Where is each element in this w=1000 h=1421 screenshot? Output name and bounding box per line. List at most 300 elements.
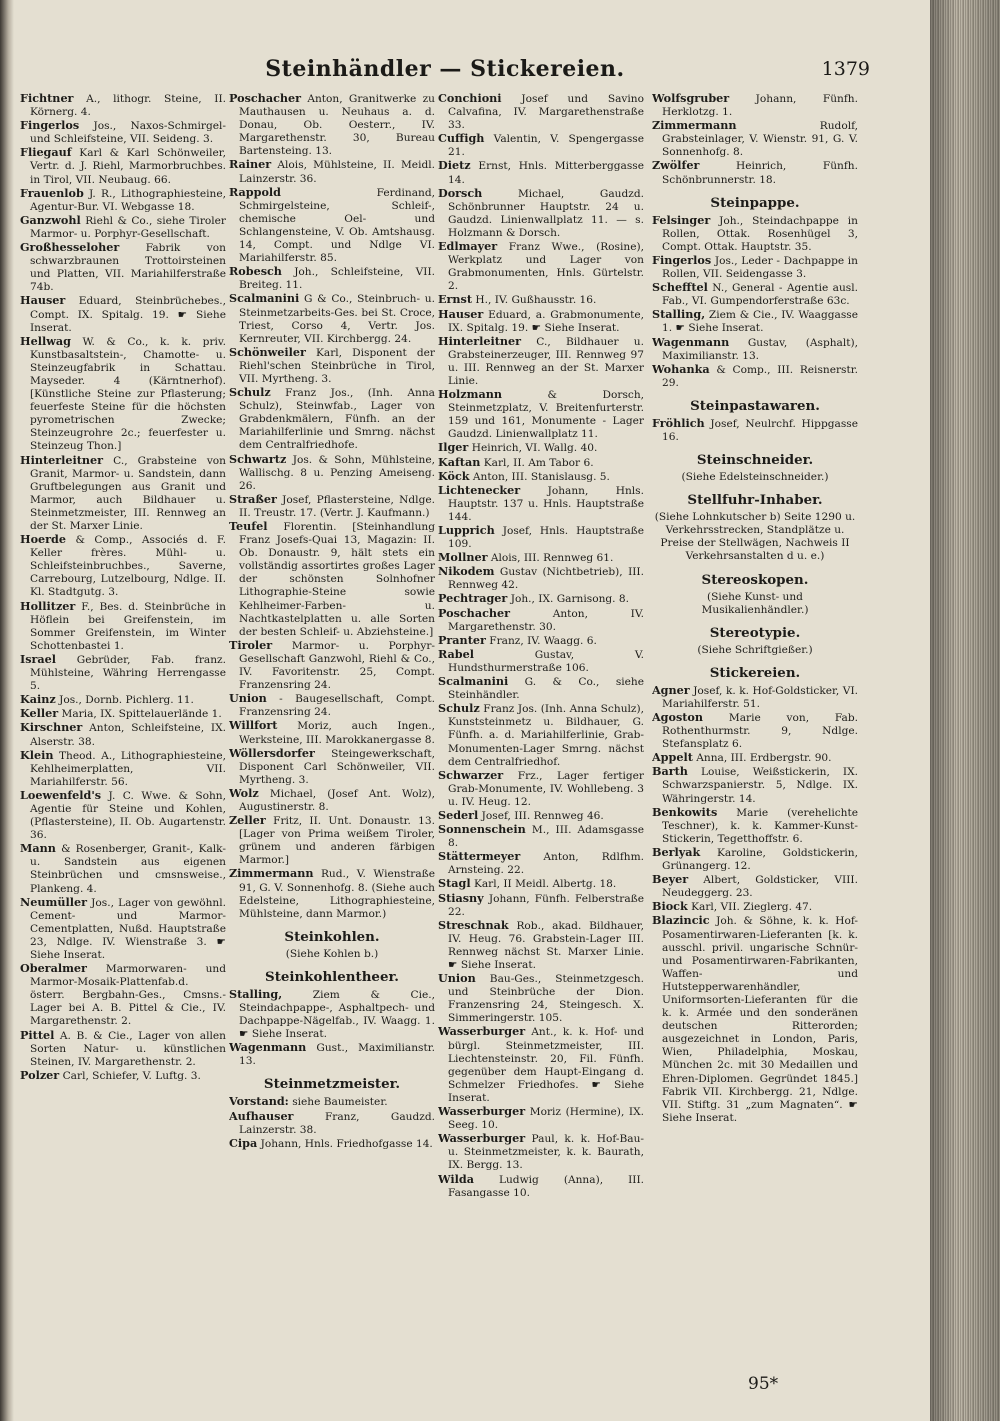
entry-details: Karl, Disponent der Riehl'schen Steinbrüche in Tirol, VII. Myrtheng. 3. xyxy=(239,346,435,385)
directory-entry xyxy=(229,719,435,746)
entry-name: Zimmermann xyxy=(229,866,314,881)
entry-name: Fliegauf xyxy=(20,145,72,160)
entry-name: Benkowits xyxy=(652,804,718,819)
directory-entry xyxy=(652,336,858,363)
directory-entry xyxy=(438,240,644,293)
entry-details: Karoline, Goldstickerin, Grünangerg. 12. xyxy=(662,846,858,873)
entry-details: & Rosenberger, Granit-, Kalk- u. Sandstein aus eigenen Steinbrüchen und cmsnsweise., Plankeng. 4. xyxy=(30,843,226,895)
entry-name: Wohanka xyxy=(652,361,710,376)
section-note: (Siehe Kunst- und Musikalienhändler.) xyxy=(701,590,809,616)
entry-details: Gust., Maximilianstr. 13. xyxy=(239,1042,435,1068)
directory-entry xyxy=(438,159,644,186)
entry-details: C., Grabsteine von Granit, Marmor- u. Sandstein, dann Gruftbelegungen aus Granit und Marmor, auch Bildhauer u. Steinmetzmeister, III. Rennweg an der St. Marxer Linie. xyxy=(30,454,226,532)
entry-details: Joh., Schleifsteine, VII. Breiteg. 11. xyxy=(239,266,435,292)
section-heading: Steinpappe. xyxy=(710,194,800,211)
entry-details: W. & Co., k. k. priv. Kunstbasaltstein-, Chamotte- u. Steinzeugfabrik in Schattau. Mayseder. 4 (Kärntnerhof). [Künstliche Steine zur Pflasterung; feuerfeste Steine für die höchsten pyrometrischen Zwecke; Steinzeugrohre 2c.; feuerfester u. Steinzeug Thon.] xyxy=(30,335,226,453)
entry-name: Oberalmer xyxy=(20,961,87,976)
directory-entry xyxy=(20,294,226,334)
directory-entry xyxy=(229,867,435,920)
entry-details: Anna, III. Erdbergstr. 90. xyxy=(696,752,832,765)
directory-entry xyxy=(229,158,435,185)
directory-entry xyxy=(438,648,644,675)
directory-entry xyxy=(652,873,858,900)
entry-name: Schefftel xyxy=(652,280,708,295)
entry-details: Riehl & Co., siehe Tiroler Marmor- u. Porphyr-Gesellschaft. xyxy=(30,214,226,240)
section-heading: Steinkohlen. xyxy=(284,928,380,945)
directory-entry xyxy=(438,187,644,240)
entry-details: Ziem & Cie., Steindachpappe-, Asphaltpech- und Dachpappe-Nägelfab., IV. Waagg. 1. ☛ Siehe Inserat. xyxy=(239,988,435,1041)
directory-entry xyxy=(652,900,858,914)
entry-details: Josef, Hnls. Hauptstraße 109. xyxy=(448,525,644,551)
entry-details: Ferdinand, Schmirgelsteine, Schleif-, chemische Oel- und Schlangensteine, V. Ob. Amtshausg. 14, Compt. und Ndlge VI. Mariahilferstr. 85. xyxy=(239,186,435,265)
directory-entry xyxy=(438,441,644,455)
entry-details: Jos., Dornb. Pichlerg. 11. xyxy=(59,694,194,707)
entry-details: G. & Co., siehe Steinhändler. xyxy=(448,676,644,702)
entry-details: Maria, IX. Spittelauerlände 1. xyxy=(61,708,222,721)
entry-name: Hauser xyxy=(20,293,66,308)
directory-entry xyxy=(652,363,858,390)
directory-entry xyxy=(438,634,644,648)
entry-details: Moriz, auch Ingen., Werksteine, III. Marokkanergasse 8. xyxy=(239,720,435,746)
entry-name: Agoston xyxy=(652,710,704,724)
book-gutter xyxy=(0,0,14,1421)
entry-name: Wagenmann xyxy=(229,1040,307,1055)
entry-details: siehe Baumeister. xyxy=(292,1096,388,1109)
directory-entry xyxy=(20,653,226,693)
directory-entry xyxy=(438,551,644,565)
directory-entry xyxy=(229,692,435,719)
directory-entry xyxy=(652,92,858,119)
directory-entry xyxy=(20,600,226,653)
directory-entry xyxy=(438,484,644,524)
entry-name: Wasserburger xyxy=(438,1024,526,1039)
entry-details: Eduard, Steinbrüchebes., Compt. IX. Spitalg. 19. ☛ Siehe Inserat. xyxy=(30,295,226,334)
column-3 xyxy=(438,92,644,1322)
entry-name: Zimmermann xyxy=(652,118,737,133)
entry-name: Poschacher xyxy=(229,92,302,105)
entry-name: Klein xyxy=(20,747,54,762)
section-heading: Steinkohlentheer. xyxy=(265,968,399,985)
directory-entry xyxy=(652,765,858,805)
directory-entry xyxy=(438,892,644,919)
entry-details: Alois, Mühlsteine, II. Meidl. Lainzerstr. 36. xyxy=(239,159,435,185)
signature-mark: 95* xyxy=(748,1374,779,1394)
entry-name: Stalling, xyxy=(652,307,706,322)
directory-entry xyxy=(438,1025,644,1105)
entry-details: Karl, II Meidl. Albertg. 18. xyxy=(473,878,617,891)
section-heading: Steinmetzmeister. xyxy=(263,1076,401,1093)
section-heading: Steinpastawaren. xyxy=(690,397,820,414)
entry-name: Keller xyxy=(20,706,59,721)
directory-entry xyxy=(20,896,226,962)
directory-entry xyxy=(20,533,226,599)
entry-name: Schulz xyxy=(229,385,271,400)
entry-name: Mann xyxy=(20,841,56,856)
entry-details: Joh., Steindachpappe in Rollen, Ottak. Rosenhügel 3, Compt. Ottak. Hauptstr. 35. xyxy=(662,214,858,253)
entry-details: Frz., Lager fertiger Grab-Monumente, IV. Wohllebeng. 3 u. IV. Heug. 12. xyxy=(448,769,644,808)
entry-details: Gebrüder, Fab. franz. Mühlsteine, Währing Herrengasse 5. xyxy=(30,653,226,693)
entry-details: Franz Jos. (Inh. Anna Schulz), Kunststeinmetz u. Bildhauer, G. Fünfh. a. d. Mariahilferlinie, Grab-Monumenten-Lager Smrng. nächst dem Centralfriedhof. xyxy=(448,703,644,768)
directory-entry xyxy=(20,707,226,721)
entry-name: Straßer xyxy=(229,491,277,506)
entry-name: Wilda xyxy=(438,1171,474,1186)
entry-details: Fabrik von schwarzbraunen Trottoirsteinen und Platten, VII. Mariahilferstraße 74b. xyxy=(30,242,226,294)
directory-entry xyxy=(652,806,858,846)
entry-details: J. R., Lithographiesteine, Agentur-Bur. VI. Webgasse 18. xyxy=(30,187,226,213)
entry-details: Jos., Leder - Dachpappe in Rollen, VII. Seidengasse 3. xyxy=(662,254,858,281)
entry-name: Poschacher xyxy=(438,605,511,620)
entry-name: Rabel xyxy=(438,646,474,661)
entry-name: Kainz xyxy=(20,692,56,707)
directory-entry xyxy=(229,520,435,639)
entry-details: Eduard, a. Grabmonumente, IX. Spitalg. 19. ☛ Siehe Inserat. xyxy=(448,308,644,334)
directory-entry xyxy=(652,846,858,873)
directory-entry xyxy=(652,254,858,281)
directory-entry xyxy=(438,388,644,441)
directory-entry xyxy=(229,453,435,493)
entry-name: Fröhlich xyxy=(652,415,705,430)
entry-name: Mollner xyxy=(438,550,488,565)
section-heading: Stereoskopen. xyxy=(701,571,809,588)
entry-name: Biock xyxy=(652,899,688,914)
entry-details: Karl, VII. Zieglerg. 47. xyxy=(691,901,813,914)
entry-details: Michael, Gaudzd. Schönbrunner Hauptstr. 24 u. Gaudzd. Linienwallplatz 11. — s. Holzmann & Dorsch. xyxy=(448,187,644,239)
entry-name: Israel xyxy=(20,651,57,666)
entry-details: Franz Wwe., (Rosine), Werkplatz und Lager von Grabmonumenten, Hnls. Gürtelstr. 2. xyxy=(448,241,644,293)
entry-name: Vorstand: xyxy=(229,1094,289,1109)
directory-entry xyxy=(20,454,226,534)
entry-name: Schönweiler xyxy=(229,344,306,359)
entry-details: Jos. & Sohn, Mühlsteine, Wallischg. 8 u. Penzing Ameiseng. 26. xyxy=(239,453,435,492)
entry-details: Alois, III. Rennweg 61. xyxy=(490,552,614,565)
entry-name: Nikodem xyxy=(438,564,495,579)
entry-details: Steingewerkschaft, Disponent Carl Schönweiler, VII. Myrtheng. 3. xyxy=(239,747,435,786)
entry-name: Polzer xyxy=(20,1067,60,1082)
entry-details: Karl, II. Am Tabor 6. xyxy=(483,456,594,469)
entry-name: Cipa xyxy=(229,1135,258,1150)
entry-details: Anton, Rdlfhm. Arnsteing. 22. xyxy=(448,851,644,877)
entry-details: Marie von, Fab. Rothenthurmstr. 9, Ndlge. Stefansplatz 6. xyxy=(662,712,858,751)
entry-name: Ilger xyxy=(438,440,469,455)
entry-details: Theod. A., Lithographiesteine, Kehlheimerplatten, VII. Mariahilferstr. 56. xyxy=(30,749,226,788)
entry-details: Gustav, V. Hundsthurmerstraße 106. xyxy=(448,648,644,674)
section-note: (Siehe Kohlen b.) xyxy=(285,947,379,960)
directory-entry xyxy=(438,592,644,606)
section-heading: Stellfuhr-Inhaber. xyxy=(687,492,823,509)
entry-name: Großhesseloher xyxy=(20,240,120,255)
entry-name: Blazincic xyxy=(652,913,710,928)
entry-name: Fingerlos xyxy=(20,118,80,133)
entry-name: Holzmann xyxy=(438,387,502,402)
directory-entry xyxy=(20,187,226,214)
directory-entry xyxy=(438,308,644,335)
entry-name: Berlyak xyxy=(652,844,701,859)
column-2 xyxy=(229,92,435,1322)
directory-entry xyxy=(20,146,226,186)
entry-name: Willfort xyxy=(229,718,278,733)
column-1 xyxy=(20,92,226,1322)
entry-details: Johann, Fünfh. Herklotzg. 1. xyxy=(662,93,858,119)
entry-name: Hinterleitner xyxy=(20,452,104,467)
entry-details: Karl & Karl Schönweiler, Vertr. d. J. Riehl, Marmorbruchbes. in Tirol, VII. Neubaug. 66. xyxy=(30,147,226,186)
entry-name: Rappold xyxy=(229,184,281,199)
directory-entry xyxy=(20,789,226,842)
entry-details: Jos., Lager von gewöhnl. Cement- und Marmor-Cementplatten, Nußd. Hauptstraße 23, Ndlge. IV. Wienstraße 3. ☛ Siehe Inserat. xyxy=(30,896,226,961)
entry-name: Scalmanini xyxy=(438,674,509,689)
directory-entry xyxy=(229,1110,435,1137)
entry-name: Lichtenecker xyxy=(438,482,521,497)
directory-entry xyxy=(229,814,435,867)
directory-entry xyxy=(229,346,435,386)
entry-name: Neumüller xyxy=(20,894,87,909)
entry-name: Stättermeyer xyxy=(438,849,521,864)
directory-entry xyxy=(20,335,226,454)
directory-entry xyxy=(652,281,858,308)
directory-entry xyxy=(438,877,644,891)
entry-details: Moriz (Hermine), IX. Seeg. 10. xyxy=(448,1106,644,1132)
directory-entry xyxy=(438,1173,644,1200)
directory-entry xyxy=(438,335,644,388)
directory-entry xyxy=(438,607,644,634)
entry-name: Agner xyxy=(652,682,690,697)
directory-entry xyxy=(20,842,226,895)
entry-details: N., General - Agentie ausl. Fab., VI. Gumpendorferstraße 63c. xyxy=(662,282,858,308)
entry-details: Josef, Neulrchf. Hippgasse 16. xyxy=(662,417,858,443)
directory-entry xyxy=(438,823,644,850)
entry-details: Johann, Fünfh. Felberstraße 22. xyxy=(448,892,644,918)
entry-details: Louise, Weißstickerin, IX. Schwarzspanierstr. 5, Ndlge. IX. Währingerstr. 14. xyxy=(662,766,858,805)
entry-name: Fingerlos xyxy=(652,252,712,267)
entry-details: Florentin. [Steinhandlung Franz Josefs-Quai 13, Magazin: II. Ob. Donaustr. 9, hält stets ein vollständig assortirtes großes Lager der schönsten Solnhofner Lithographie-Steine sowie Kehlheimer-Farben- u. Nachtkastelplatten u. alle Sorten der besten Schleif- u. Abziehsteine.] xyxy=(239,521,435,638)
directory-entry xyxy=(438,524,644,551)
entry-details: Josef und Savino Calvafina, IV. Margarethenstraße 33. xyxy=(448,93,644,132)
entry-details: Carl, Schiefer, V. Luftg. 3. xyxy=(62,1069,201,1082)
entry-name: Stiasny xyxy=(438,890,484,905)
directory-entry xyxy=(229,1137,435,1151)
entry-details: Josef, III. Rennweg 46. xyxy=(481,809,604,822)
entry-name: Schwartz xyxy=(229,451,287,466)
entry-name: Appelt xyxy=(652,750,693,765)
directory-entry xyxy=(229,988,435,1041)
entry-name: Zwölfer xyxy=(652,158,700,173)
entry-details: & Comp., Associés d. F. Keller frères. Mühl- u. Schleifsteinbruchbes., Saverne, Carrebourg, Lutzelbourg, Ndlge. II. Kl. Stadtgutg. 3. xyxy=(30,534,226,599)
entry-details: Joh. & Söhne, k. k. Hof-Posamentirwaren-Lieferanten [k. k. ausschl. privil. ungarische Schnür- und Posamentirwaren-Fabrikanten, Waffen- und Hutstepperwarenhändler, Uniformsorten-Lieferanten für die k. k. Armée und den sonderänen deutschen Ritterorden; ausgezeichnet in London, Paris, Wien, Philadelphia, Moskau, München 2c. mit 30 Medaillen und Ehren-Diplomen. Gegründet 1845.] Fabrik VII. Kirchbergg. 21, Ndlge. VII. Stiftg. 31 „zum Magnaten“. ☛ Siehe Inserat. xyxy=(662,915,858,1124)
column-4 xyxy=(652,92,858,1322)
entry-details: Rud., V. Wienstraße 91, G. V. Sonnenhofg. 8. (Siehe auch Edelsteine, Lithographiesteine, Mühlsteine, dann Marmor.) xyxy=(239,868,435,920)
entry-details: Franz, Gaudzd. Lainzerstr. 38. xyxy=(239,1110,435,1136)
directory-entry xyxy=(652,119,858,159)
directory-entry xyxy=(229,747,435,787)
directory-entry xyxy=(652,751,858,765)
page-header xyxy=(20,52,870,92)
directory-entry xyxy=(438,850,644,877)
entry-name: Aufhauser xyxy=(229,1108,294,1123)
entry-details: Josef, Pflastersteine, Ndlge. II. Treustr. 17. (Vertr. J. Kaufmann.) xyxy=(239,493,435,519)
entry-details: M., III. Adamsgasse 8. xyxy=(448,824,644,850)
directory-entry xyxy=(652,711,858,751)
entry-name: Pranter xyxy=(438,632,486,647)
entry-details: J. C. Wwe. & Sohn, Agentie für Steine und Kohlen, (Pflastersteine), II. Ob. Augartenstr. 36. xyxy=(30,789,226,842)
directory-entry xyxy=(20,721,226,748)
entry-details: Bau-Ges., Steinmetzgesch. und Steinbrüche der Dion. Franzensring 24, Steingesch. X. Simmeringerstr. 105. xyxy=(448,973,644,1025)
entry-name: Rainer xyxy=(229,157,272,172)
directory-entry xyxy=(438,1132,644,1172)
entry-details: Ludwig (Anna), III. Fasangasse 10. xyxy=(448,1173,644,1199)
entry-details: Gustav (Nichtbetrieb), III. Rennweg 42. xyxy=(448,566,644,592)
entry-name: Wasserburger xyxy=(438,1104,526,1119)
entry-details: G & Co., Steinbruch- u. Steinmetzarbeits-Ges. bei St. Croce, Triest, Corso 4, Vertr. Jos. Kernreuter, VII. Kirchbergg. 24. xyxy=(239,293,435,345)
entry-name: Barth xyxy=(652,764,688,779)
entry-details: Heinrich, VI. Wallg. 40. xyxy=(471,442,598,455)
entry-name: Schulz xyxy=(438,701,480,716)
directory-entry xyxy=(438,1105,644,1132)
directory-entry xyxy=(229,92,435,158)
directory-entry xyxy=(229,265,435,292)
entry-name: Wöllersdorfer xyxy=(229,745,315,760)
entry-name: Felsinger xyxy=(652,212,711,227)
entry-name: Köck xyxy=(438,468,470,483)
entry-name: Schwarzer xyxy=(438,767,504,782)
entry-details: Anton, Granitwerke zu Mauthausen u. Neuhaus a. d. Donau, Ob. Oesterr., IV. Margarethenstr. 30, Bureau Bartensteing. 13. xyxy=(239,93,435,158)
entry-name: Sederl xyxy=(438,807,479,822)
directory-entry xyxy=(20,119,226,146)
directory-entry xyxy=(229,787,435,814)
entry-name: Tiroler xyxy=(229,637,273,652)
directory-entry xyxy=(438,470,644,484)
entry-details: Joh., IX. Garnisong. 8. xyxy=(510,593,630,606)
entry-details: Albert, Goldsticker, VIII. Neudeggerg. 23. xyxy=(662,874,858,900)
entry-name: Edlmayer xyxy=(438,239,498,254)
entry-details: Josef, k. k. Hof-Goldsticker, VI. Mariahilferstr. 51. xyxy=(662,684,858,710)
directory-entry xyxy=(438,919,644,972)
entry-details: & Dorsch, Steinmetzplatz, V. Breitenfurterstr. 159 und 161, Monumente - Lager Gaudzd. Linienwallplatz 11. xyxy=(448,389,644,441)
entry-name: Streschnak xyxy=(438,917,509,932)
entry-name: Wolz xyxy=(229,785,259,800)
entry-name: Kirschner xyxy=(20,720,83,735)
entry-name: Kaftan xyxy=(438,454,481,469)
directory-entry xyxy=(438,769,644,809)
entry-name: Cuffigh xyxy=(438,131,485,146)
entry-details: Michael, (Josef Ant. Wolz), Augustinerstr. 8. xyxy=(239,787,435,813)
entry-name: Zeller xyxy=(229,813,266,828)
entry-details: Paul, k. k. Hof-Bau- u. Steinmetzmeister, k. k. Baurath, IX. Bergg. 13. xyxy=(448,1133,644,1172)
entry-name: Beyer xyxy=(652,872,689,887)
entry-details: F., Bes. d. Steinbrüche in Höflein bei Greifenstein, im Sommer Greifenstein, im Winter Schottenbastei 1. xyxy=(30,600,226,652)
directory-entry xyxy=(438,132,644,159)
directory-entry xyxy=(20,1029,226,1069)
directory-entry xyxy=(229,1095,435,1109)
entry-details: Anton, IV. Margarethenstr. 30. xyxy=(448,607,644,633)
entry-details: Anton, Schleifsteine, IX. Alserstr. 38. xyxy=(30,722,226,748)
entry-details: C., Bildhauer u. Grabsteinerzeuger, III. Rennweg 97 u. III. Rennweg an der St. Marxer Linie. xyxy=(448,335,644,387)
entry-details: H., IV. Gußhausstr. 16. xyxy=(475,294,597,307)
page-number: 1379 xyxy=(821,58,870,80)
entry-details: Ernst, Hnls. Mitterberggasse 14. xyxy=(448,160,644,186)
entry-details: Franz, IV. Waagg. 6. xyxy=(489,634,597,647)
entry-name: Dietz xyxy=(438,158,471,173)
directory-entry xyxy=(438,456,644,470)
directory-entry xyxy=(652,159,858,186)
section-note: (Siehe Lohnkutscher b) Seite 1290 u. Verkehrsstrecken, Standplätze u. Preise der Stellwägen, Nachweis II Verkehrsanstalten d u. e.) xyxy=(654,511,856,563)
directory-entry xyxy=(438,565,644,592)
directory-entry xyxy=(438,972,644,1025)
section-heading: Steinschneider. xyxy=(696,452,814,469)
section-heading: Stereotypie. xyxy=(709,624,801,641)
directory-entry xyxy=(229,493,435,520)
entry-details: Marie (verehelichte Teschner), k. k. Kammer-Kunst-Stickerin, Tegetthoffstr. 6. xyxy=(662,806,858,845)
entry-name: Hoerde xyxy=(20,532,66,547)
entry-details: A., lithogr. Steine, II. Körnerg. 4. xyxy=(30,93,226,119)
entry-details: Fritz, II. Unt. Donaustr. 13. [Lager von Prima weißem Tiroler, grünem und anderen färbigen Marmor.] xyxy=(239,815,435,867)
entry-details: Rudolf, Grabsteinlager, V. Wienstr. 91, G. V. Sonnenhofg. 8. xyxy=(662,120,858,159)
directory-entry xyxy=(229,292,435,345)
entry-name: Dorsch xyxy=(438,185,483,200)
directory-entry xyxy=(652,214,858,254)
directory-entry xyxy=(438,809,644,823)
entry-details: Ant., k. k. Hof- und bürgl. Steinmetzmeister, III. Liechtensteinstr. 20, Fil. Fünfh. gegenüber dem Haupt-Eingang d. Schmelzer Friedhofes. ☛ Siehe Inserat. xyxy=(448,1026,644,1104)
book-edge-shadow xyxy=(930,0,1000,1421)
entry-name: Fichtner xyxy=(20,92,74,105)
directory-entry xyxy=(20,241,226,294)
directory-entry xyxy=(438,293,644,307)
directory-entry xyxy=(652,684,858,711)
page-title: Steinhändler — Stickereien. xyxy=(265,56,625,82)
directory-entry xyxy=(229,1041,435,1068)
entry-details: Rob., akad. Bildhauer, IV. Heug. 76. Grabstein-Lager III. Rennweg nächst St. Marxer Linie. ☛ Siehe Inserat. xyxy=(448,919,644,971)
entry-name: Lupprich xyxy=(438,523,495,537)
entry-details: Marmor- u. Porphyr-Gesellschaft Ganzwohl, Riehl & Co., IV. Favoritenstr. 25, Compt. Franzensring 24. xyxy=(239,639,435,692)
directory-entry xyxy=(229,639,435,692)
entry-name: Robesch xyxy=(229,264,282,279)
entry-name: Pechtrager xyxy=(438,591,508,606)
directory-entry xyxy=(20,214,226,241)
entry-details: Johann, Hnls. Hauptstr. 137 u. Hnls. Hauptstraße 144. xyxy=(448,484,644,523)
directory-entry xyxy=(229,186,435,266)
entry-name: Union xyxy=(229,691,267,706)
entry-name: Wagenmann xyxy=(652,334,730,349)
entry-details: Marmorwaren- und Marmor-Mosaik-Plattenfab.d. österr. Bergbahn-Ges., Cmsns.-Lager bei A. B. Pittel & Cie., IV. Margarethenstr. 2. xyxy=(30,963,226,1028)
directory-entry xyxy=(438,675,644,702)
entry-name: Pittel xyxy=(20,1027,55,1042)
directory-entry xyxy=(20,92,226,119)
entry-details: Heinrich, Fünfh. Schönbrunnerstr. 18. xyxy=(662,160,858,186)
entry-name: Frauenlob xyxy=(20,185,84,200)
entry-details: Ziem & Cie., IV. Waaggasse 1. ☛ Siehe Inserat. xyxy=(662,309,858,335)
entry-details: - Baugesellschaft, Compt. Franzensring 24. xyxy=(239,693,435,719)
entry-name: Ganzwohl xyxy=(20,212,81,227)
entry-name: Stagl xyxy=(438,876,471,891)
directory-entry xyxy=(20,749,226,789)
entry-details: Franz Jos., (Inh. Anna Schulz), Steinwfab., Lager von Grabdenkmälern, Fünfh. an der Mariahilferlinie und Smrng. nächst dem Centralfriedhofe. xyxy=(239,387,435,452)
entry-details: Gustav, (Asphalt), Maximilianstr. 13. xyxy=(662,336,858,362)
directory-entry xyxy=(20,1069,226,1083)
entry-name: Wolfsgruber xyxy=(652,92,730,105)
entry-name: Scalmanini xyxy=(229,291,300,306)
directory-entry xyxy=(229,386,435,452)
entry-name: Wasserburger xyxy=(438,1131,526,1146)
directory-entry xyxy=(20,962,226,1028)
entry-details: Valentin, V. Spengergasse 21. xyxy=(448,133,644,159)
entry-details: A. B. & Cie., Lager von allen Sorten Natur- u. künstlichen Steinen, IV. Margarethenstr. 2. xyxy=(30,1029,226,1068)
entry-name: Hellwag xyxy=(20,333,71,348)
directory-entry xyxy=(652,308,858,335)
section-heading: Stickereien. xyxy=(709,664,801,681)
entry-name: Teufel xyxy=(229,519,268,533)
entry-name: Hollitzer xyxy=(20,598,76,613)
directory-entry xyxy=(652,914,858,1125)
entry-details: Johann, Hnls. Friedhofgasse 14. xyxy=(260,1137,433,1150)
entry-details: Jos., Naxos-Schmirgel- und Schleifsteine, VII. Seideng. 3. xyxy=(30,120,226,146)
